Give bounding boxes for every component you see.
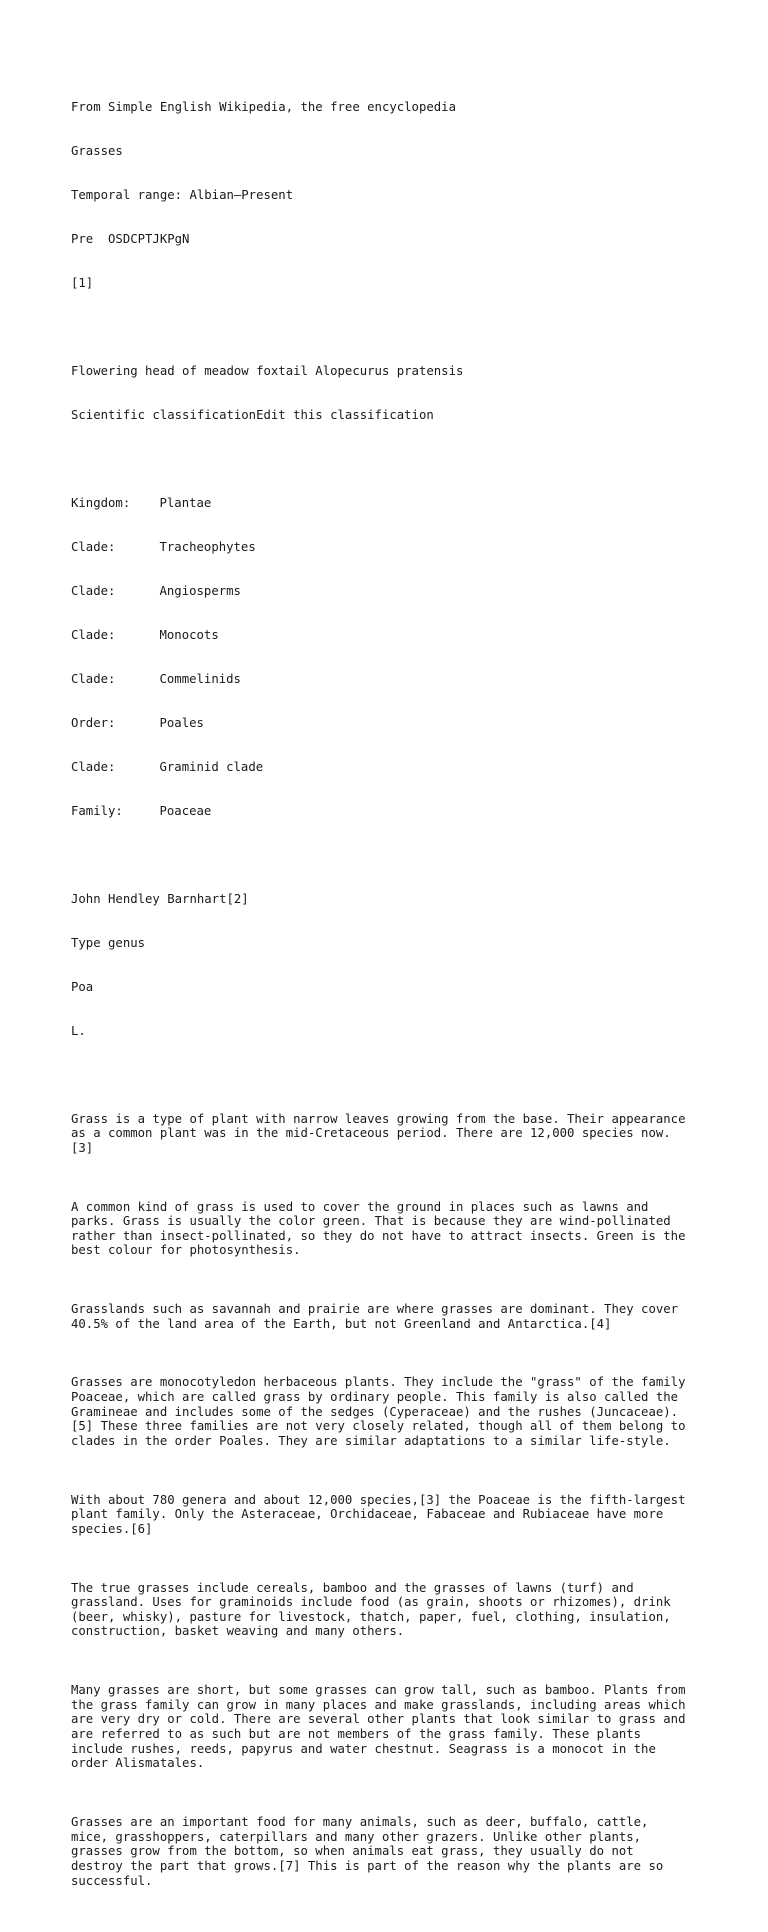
time-scale: Pre OSDCPTJKPgN (71, 232, 190, 247)
taxonomy-rank: Clade: (71, 583, 116, 598)
taxonomy-row (71, 716, 711, 731)
type-genus-label: Type genus (71, 935, 146, 950)
classification-heading[interactable]: Scientific classificationEdit this classification (71, 408, 434, 423)
taxonomy-table (71, 467, 711, 848)
paragraph: Grasslands such as savannah and prairie are where grasses are dominant. They cover 40.5% of the land area of the Earth, but not Greenland and Antarctica.[4] (71, 1302, 679, 1331)
paragraph: Grass is a type of plant with narrow leaves growing from the base. Their appearance as a common plant was in the mid-Cretaceous period. There are 12,000 species now. [3] (71, 1111, 686, 1155)
paragraph: Grasses are an important food for many animals, such as deer, buffalo, cattle, mice, grasshoppers, caterpillars and many other grazers. Unlike other plants, grasses grow from the bottom, so when animals eat grass, they usually do not destroy the part that grows.[7] This is part of the reason why the plants are so successful. (71, 1814, 664, 1888)
taxonomy-row (71, 628, 711, 643)
paragraph: A common kind of grass is used to cover the ground in places such as lawns and parks. Grass is usually the color green. That is because they are wind-pollinated rather than insect-pollinated, so they do not have to attract insects. Green is the best colour for photosynthesis. (71, 1199, 686, 1258)
taxonomy-rank: Family: (71, 803, 123, 818)
taxonomy-rank: Clade: (71, 627, 116, 642)
taxonomy-row (71, 540, 711, 555)
taxonomy-rank: Clade: (71, 539, 116, 554)
taxonomy-rank: Clade: (71, 671, 116, 686)
taxonomy-rank: Kingdom: (71, 496, 131, 511)
taxonomy-rank: Clade: (71, 759, 116, 774)
taxonomy-row (71, 584, 711, 599)
taxonomy-row (71, 804, 711, 819)
image-caption: Flowering head of meadow foxtail Alopecurus pratensis (71, 364, 464, 379)
taxonomy-value[interactable]: Monocots (159, 627, 219, 642)
taxonomy-row (71, 672, 711, 687)
paragraph: Many grasses are short, but some grasses can grow tall, such as bamboo. Plants from the grass family can grow in many places and make grasslands, including areas which are very dry or cold. There are several other plants that look similar to grass and are referred to as such but are not members of the grass family. These plants include rushes, reeds, papyrus and water chestnut. Seagrass is a monocot in the order Alismatales. (71, 1683, 686, 1771)
taxonomy-rank: Order: (71, 715, 116, 730)
taxonomy-value[interactable]: Graminid clade (159, 759, 264, 774)
paragraph: The true grasses include cereals, bamboo and the grasses of lawns (turf) and grassland. Uses for graminoids include food (as grain, shoots or rhizomes), drink (beer, whisky), pasture for livestock, thatch, paper, fuel, clothing, insulation, construction, basket weaving and many others. (71, 1580, 671, 1639)
type-genus[interactable]: Poa (71, 979, 94, 994)
article-text (71, 71, 711, 1932)
paragraph: With about 780 genera and about 12,000 species,[3] the Poaceae is the fifth-largest plant family. Only the Asteraceae, Orchidaceae, Fabaceae and Rubiaceae have more species.[6] (71, 1492, 686, 1536)
taxonomy-value[interactable]: Plantae (159, 496, 212, 511)
paragraph: Grasses are monocotyledon herbaceous plants. They include the "grass" of the family Poaceae, which are called grass by ordinary people. This family is also called the Gramineae and includes some of the sedges (Cyperaceae) and the rushes (Juncaceae). [5] These three families are not very closely related, though all of them belong to clades in the order Poales. They are similar adaptations to a similar life-style. (71, 1375, 686, 1448)
taxonomy-value[interactable]: Commelinids (159, 671, 241, 686)
taxonomy-row (71, 496, 711, 511)
reference-1[interactable]: [1] (71, 276, 94, 291)
temporal-range: Temporal range: Albian–Present (71, 188, 294, 203)
taxonomy-value[interactable]: Poaceae (159, 803, 212, 818)
taxonomy-row (71, 760, 711, 775)
type-genus-author: L. (71, 1023, 86, 1038)
source-line: From Simple English Wikipedia, the free encyclopedia (71, 100, 456, 115)
taxonomy-value[interactable]: Tracheophytes (159, 539, 256, 554)
taxonomy-value[interactable]: Poales (159, 715, 204, 730)
taxonomy-value[interactable]: Angiosperms (159, 583, 241, 598)
taxon-authority[interactable]: John Hendley Barnhart[2] (71, 891, 249, 906)
article-title: Grasses (71, 144, 123, 159)
spacer (71, 320, 711, 335)
article-body (71, 1082, 711, 1917)
